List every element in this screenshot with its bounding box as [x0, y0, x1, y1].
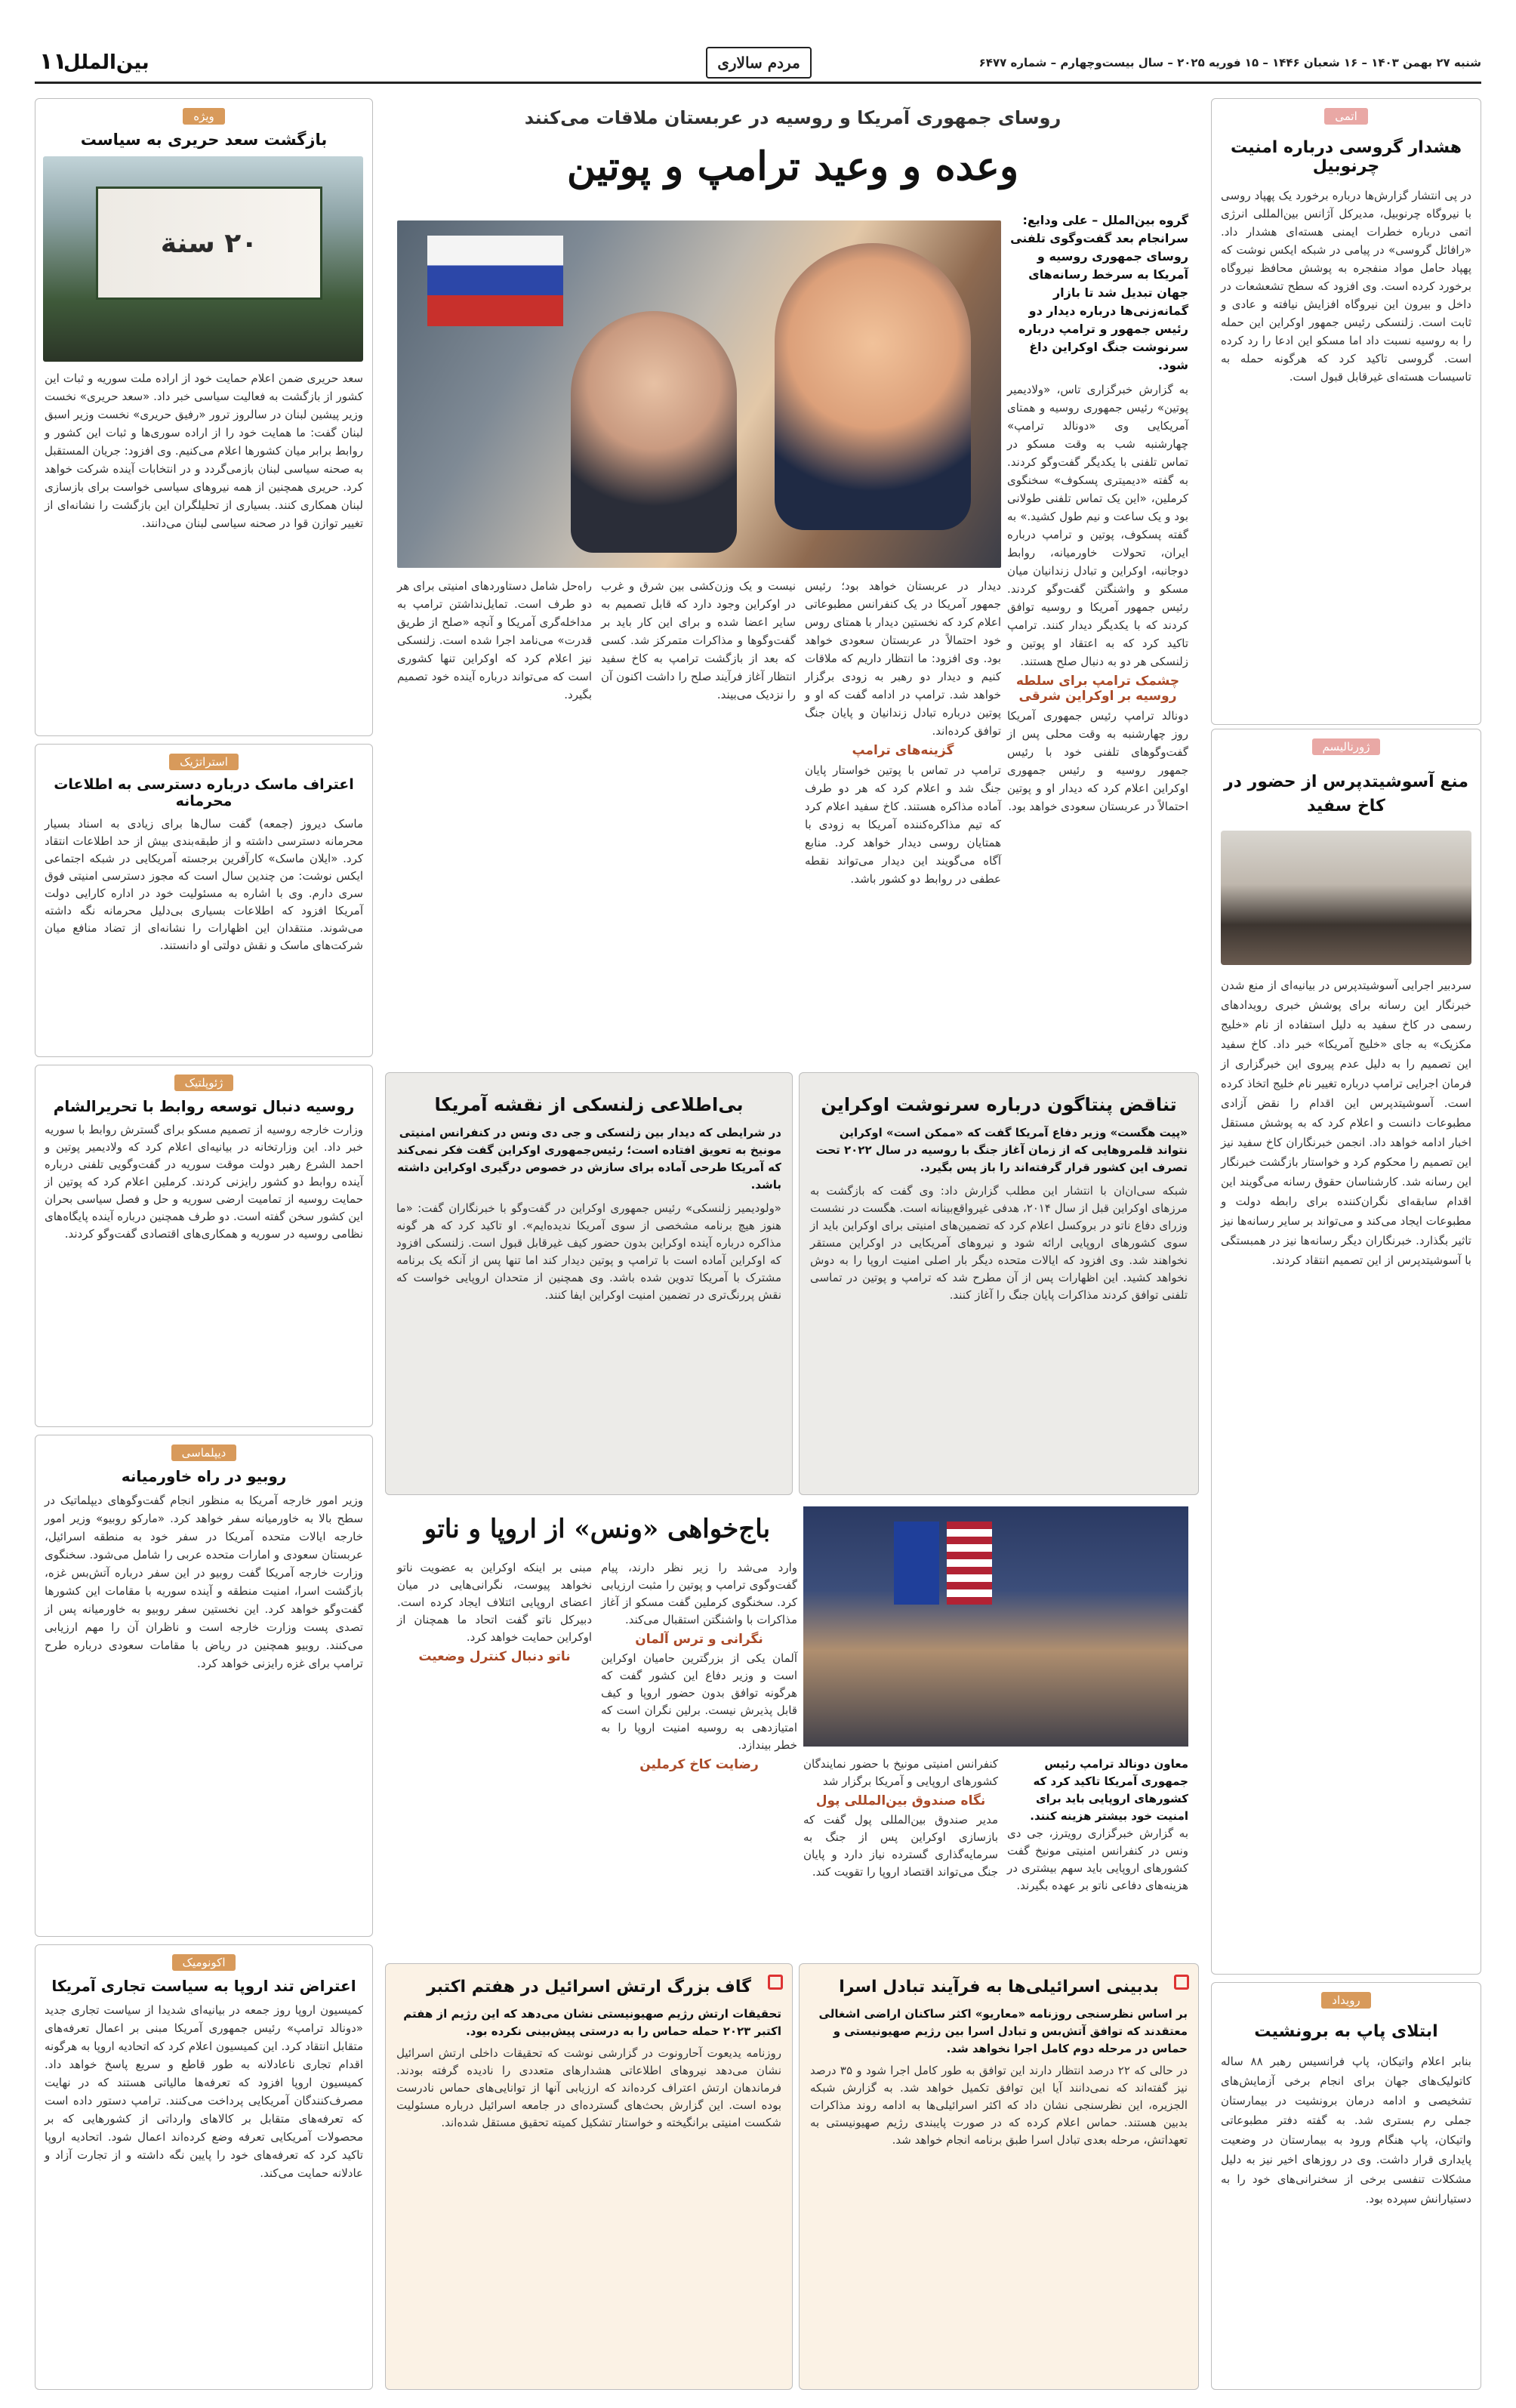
hariri-article — [35, 98, 373, 736]
hariri-banner — [96, 187, 322, 300]
hariri-banner-text: ٢٠ سنة — [160, 227, 258, 259]
main-col6: راه‌حل شامل دستاوردهای امنیتی برای هر دو طرف است. تمایل‌نداشتن ترامپ به مداخله‌گری آمریکا و آنچه «صلح از طریق قدرت» می‌نامد اجرا شده است. زلنسکی نیز اعلام کرد که اوکراین تنها کشوری است که می‌تواند درباره آینده خود تصمیم بگیرد. — [397, 579, 592, 701]
hariri-body: سعد حریری ضمن اعلام حمایت خود از اراده ملت سوریه و ثبات این کشور از بازگشت به فعالیت سیاسی خبر داد. «سعد حریری» نخست وزیر پیشین لبنان در سالروز ترور «رفیق حریری» نخست وزیر اسبق لبنان گفت: ما همایت خود را از اراده سوری‌ها و ثبات این کشور و روابط برابر میان کشورها اعلام می‌کنیم. وی افزود: جریان المستقبل به صحنه سیاسی لبنان بازمی‌گردد و در انتخابات آینده شرکت خواهد کرد. حریری همچنین از همه نیروهای سیاسی خواست برای بازسازی لبنان همکاری کنند. بسیاری از تحلیلگران این بازگشت را نشانه‌ای از تغییر توازن قوا در صحنه سیاسی لبنان می‌دانند. — [45, 372, 363, 530]
vance-article — [385, 1506, 1200, 1952]
main-sub1: گزینه‌های ترامپ — [852, 743, 954, 758]
prisoner-title: بدبینی اسرائیلی‌ها به فرآیند تبادل اسرا — [839, 1978, 1159, 1996]
vance-caption-title: معاون دونالد ترامپ رئیس جمهوری آمریکا تاکید کرد که کشورهای اروپایی باید برای امنیت خود بیشتر هزینه کنند. — [1030, 1757, 1188, 1823]
vance-sub4: ناتو دنبال کنترل وضعیت — [418, 1649, 571, 1664]
section-title: بین‌الملل — [63, 51, 149, 74]
pope-kicker: رویداد — [1321, 1992, 1370, 2009]
prisoner-article — [799, 1963, 1199, 2390]
press-article — [1211, 729, 1481, 1975]
main-story — [385, 98, 1200, 1216]
bookmark-icon — [768, 1975, 783, 1990]
rubio-article — [35, 1435, 373, 1937]
musk-kicker: استراتژیک — [169, 754, 239, 770]
syria-body: وزارت خارجه روسیه از تصمیم مسکو برای گسترش روابط با سوریه خبر داد. این وزارتخانه در بیانیه‌ای اعلام کرد که ولادیمیر پوتین و احمد الشرع رهبر دولت موقت سوریه در گفت‌وگویی تلفنی درباره آینده روابط دو کشور رایزنی کردند. کرملین اعلام کرد که پوتین از حمایت روسیه از تمامیت ارضی سوریه و حل و فصل سیاسی بحران این کشور سخن گفته است. دو طرف همچنین درباره آینده پایگاه‌های نظامی روسیه در سوریه و همکاری‌های اقتصادی گفت‌وگو کردند. — [45, 1123, 363, 1241]
bookmark-icon — [1174, 1975, 1189, 1990]
munich-photo — [803, 1506, 1188, 1747]
logo-text: مردم سالاری — [717, 54, 800, 72]
syria-kicker: ژئوپلتیک — [174, 1075, 234, 1091]
vance-body2: مدیر صندوق بین‌المللی پول گفت که بازسازی اوکراین پس از جنگ به سرمایه‌گذاری گسترده نیاز دارد و پایان جنگ می‌تواند اقتصاد اروپا را تقویت کند. — [803, 1813, 998, 1879]
masthead-rule — [35, 82, 1481, 84]
hariri-title: بازگشت سعد حریری به سیاست — [80, 131, 328, 149]
pentagon-title: تناقض پنتاگون درباره سرنوشت اوکراین — [821, 1094, 1177, 1115]
trade-body: کمیسیون اروپا روز جمعه در بیانیه‌ای شدیدا از سیاست تجاری جدید «دونالد ترامپ» رئیس جمهوری آمریکا مبنی بر اعمال تعرفه‌های متقابل انتقاد کرد. این کمیسیون اعلام کرد که اتحادیه اروپا به هرگونه اقدام تجاری ناعادلانه به طور قاطع و سریع پاسخ خواهد داد. کمیسیون اروپا افزود که تعرفه‌ها مالیاتی هستند که در نهایت مصرف‌کنندگان آمریکایی پرداخت می‌کنند. ترامپ دستور داده است که تعرفه‌های متقابل بر کالاهای وارداتی از کشورهایی که بر محصولات آمریکایی تعرفه وضع کرده‌اند اعمال شود. اتحادیه اروپا تاکید کرد که تعرفه‌های خود را پایین نگه داشته و از تجارت آزاد و عادلانه حمایت می‌کند. — [45, 2003, 363, 2180]
page-number: ۱۱ — [39, 48, 67, 75]
main-col4: دونالد ترامپ رئیس جمهوری آمریکا روز چهارشنبه به وقت محلی پس از گفت‌وگوهای تلفنی خود با رئیس جمهور روسیه و رئیس جمهوری اوکراین اعلام کرد که دیدار او و پوتین احتمالاً در عربستان سعودی خواهد بود. — [1007, 709, 1188, 813]
main-lead: گروه بین‌الملل – علی ودایع: سرانجام بعد گفت‌وگوی تلفنی روسای جمهوری روسیه و آمریکا به سرخط رسانه‌های جهان تبدیل شد تا بازار گمانه‌زنی‌ها درباره دیدار دو رئیس جمهور و ترامپ درباره سرنوشت جنگ اوکراین داغ شود. — [1010, 213, 1188, 372]
vance-body1: به گزارش خبرگزاری رویترز، جی دی ونس در کنفرانس امنیتی مونیخ گفت کشورهای اروپایی باید سهم بیشتری در هزینه‌های دفاعی ناتو بر عهده بگیرند. — [1007, 1827, 1188, 1892]
main-kicker: روسای جمهوری آمریکا و روسیه در عربستان ملاقات می‌کنند — [524, 107, 1062, 128]
zelensky-article — [385, 1072, 793, 1495]
prisoner-body: در حالی که ۲۲ درصد انتظار دارند این توافق به طور کامل اجرا شود و ۳۵ درصد نیز گفته‌اند که نمی‌دانند آیا این توافق تکمیل خواهد شد. به گزارش شبکه الجزیره، این نظرسنجی نشان داد که اکثر اسرائیلی‌ها به ادامه روند مذاکرات بدبین هستند. حماس اعلام کرده که در صورت پایبندی رژیم صهیونیستی به تعهداتش، مرحله بعدی تبادل اسرا طبق برنامه انجام خواهد شد. — [810, 2064, 1188, 2147]
main-title: وعده و وعید ترامپ و پوتین — [566, 143, 1019, 190]
prisoner-lead: بر اساس نظرسنجی روزنامه «معاریو» اکثر ساکنان اراضی اشغالی معتقدند که توافق آتش‌بس و تبادل اسرا بین رژیم صهیونیستی و حماس در مرحله دوم کامل اجرا نخواهد شد. — [818, 2007, 1188, 2055]
pope-body: بنابر اعلام واتیکان، پاپ فرانسیس رهبر ۸۸ ساله کاتولیک‌های جهان برای انجام برخی آزمایش‌های تشخیصی و ادامه درمان برونشیت در بیمارستان جملی رم بستری شد. به گفته دفتر مطبوعاتی واتیکان، پاپ هنگام ورود به بیمارستان در وضعیت پایداری قرار داشت. وی در روزهای اخیر نیز به دلیل مشکلات تنفسی برخی از سخنرانی‌های خود را به دستیارانش سپرده بود. — [1221, 2055, 1471, 2206]
rubio-kicker: دیپلماسی — [171, 1444, 237, 1461]
pentagon-lead: «پیت هگست» وزیر دفاع آمریکا گفت که «ممکن است» اوکراین نتواند قلمروهایی که از زمان آغاز جنگ با روسیه در سال ۲۰۲۲ تحت تصرف این کشور قرار گرفته‌اند را باز پس بگیرد. — [815, 1126, 1188, 1174]
rubio-body: وزیر امور خارجه آمریکا به منظور انجام گفت‌وگوهای دیپلماتیک در سطح بالا به خاورمیانه سفر خواهد کرد. «مارکو روبیو» وزیر امور خارجه ایالات متحده آمریکا در سفر خود به منطقه اسرائیل، عربستان سعودی و امارات متحده عربی را شامل می‌شود. سخنگوی وزارت خارجه آمریکا گفت روبیو در این سفر درباره آتش‌بس غزه، بازگشت اسرا، امنیت منطقه و آینده سوریه با مقامات این کشورها گفت‌وگو خواهد کرد. این نخستین سفر روبیو به خاورمیانه پس از تصدی پست وزارت خارجه است و ناظران آن را مهم ارزیابی می‌کنند. روبیو همچنین در ریاض با مقامات سعودی درباره طرح ترامپ برای غزه رایزنی خواهد کرد. — [45, 1494, 363, 1670]
main-col1: به گزارش خبرگزاری تاس، «ولادیمیر پوتین» رئیس جمهوری روسیه و همتای آمریکایی وی «دونالد ترامپ» چهارشنبه شب به وقت مسکو در تماس تلفنی با یکدیگر گفت‌وگو کردند. به گفته «دیمیتری پسکوف» سخنگوی کرملین، «این یک تماس تلفنی طولانی بود و یک ساعت و نیم طول کشید.» به گفته پسکوف، پوتین و ترامپ درباره ایران، تحولات خاورمیانه، روابط دوجانبه، اوکراین و تبادل زندانیان میان مسکو و واشنگتن گفت‌وگو کردند. رئیس جمهور آمریکا و روسیه توافق کردند که با یکدیگر دیدار کنند. ترامپ تاکید کرد که به اعتقاد او پوتین و زلنسکی هر دو به دنبال صلح هستند. — [1007, 383, 1188, 668]
masthead — [0, 0, 1516, 75]
trump-putin-photo — [397, 220, 1001, 568]
syria-title: روسیه دنبال توسعه روابط با تحریرالشام — [53, 1097, 355, 1115]
vance-sub1: نگاه صندوق بین‌المللی پول — [815, 1793, 986, 1808]
vance-sub2: رضایت کاخ کرملین — [639, 1757, 759, 1772]
hariri-photo — [43, 156, 363, 362]
nuclear-kicker: اتمی — [1324, 108, 1368, 125]
trade-article — [35, 1944, 373, 2390]
nuclear-body: در پی انتشار گزارش‌ها درباره برخورد یک پهپاد روسی با نیروگاه چرنوبیل، مدیرکل آژانس بین‌المللی انرژی اتمی درباره خطرات ایمنی هسته‌ای هشدار داد. «رافائل گروسی» در پیامی در شبکه ایکس نوشت که پهپاد حامل مواد منفجره به پوشش محافظ نیروگاه برخورد کرده است. وی افزود که سطح تشعشعات در داخل و بیرون این نیروگاه افزایش نیافته و عادی و ثابت است. زلنسکی رئیس جمهور اوکراین این حمله را به روسیه نسبت داد اما مسکو این ادعا را رد کرده است. گروسی تاکید کرد که هرگونه حمله به تاسیسات هسته‌ای غیرقابل قبول است. — [1221, 189, 1471, 384]
pentagon-article — [799, 1072, 1199, 1495]
nuclear-article — [1211, 98, 1481, 725]
hariri-kicker: ویژه — [183, 108, 225, 125]
army-article — [385, 1963, 793, 2390]
vance-body5: مبنی بر اینکه اوکراین به عضویت ناتو نخواهد پیوست، نگرانی‌هایی در میان اعضای اروپایی ائتلاف ایجاد کرده است. دبیرکل ناتو گفت اتحاد ما همچنان از اوکراین حمایت خواهد کرد. — [397, 1561, 592, 1644]
pope-article — [1211, 1982, 1481, 2390]
trade-kicker: اکونومیک — [172, 1954, 236, 1971]
putin-figure — [571, 311, 737, 553]
zelensky-body: «ولودیمیر زلنسکی» رئیس جمهوری اوکراین در گفت‌وگو با خبرنگاران گفت: «ما هنوز هیچ برنامه مشخصی از سوی آمریکا ندیده‌ایم». او تاکید کرد که هر گونه مذاکره درباره آینده اوکراین بدون حضور کیف غیرقابل قبول است. زلنسکی افزود که اوکراین آماده است با ترامپ و پوتین دیدار کند اما تنها پس از آنکه یک برنامه مشترک با آمریکا تدوین شده باشد. وی همچنین از متحدان اروپایی خواست که نقش پررنگ‌تری در تضمین امنیت اوکراین ایفا کنند. — [396, 1201, 781, 1302]
main-col2: دیدار در عربستان خواهد بود؛ رئیس جمهور آمریکا در یک کنفرانس مطبوعاتی اعلام کرد که نخستین دیدار با همتای روس خود احتمالاً در عربستان سعودی خواهد بود. وی افزود: ما انتظار داریم که ملاقات کنیم و دیدار دو رهبر به زودی برگزار خواهد شد. ترامپ در ادامه گفت که او و پوتین درباره تبادل زندانیان و پایان جنگ توافق کرده‌اند. — [805, 579, 1001, 738]
trade-title: اعتراض تند اروپا به سیاست تجاری آمریکا — [51, 1977, 356, 1995]
syria-article — [35, 1065, 373, 1427]
press-title: منع آسوشیتدپرس از حضور در کاخ سفید — [1224, 772, 1468, 816]
zelensky-lead: در شرایطی که دیدار بین زلنسکی و جی دی ونس در کنفرانس امنیتی مونیخ به تعویق افتاده است؛ رئیس‌جمهوری اوکراین گفت فکر نمی‌کند که آمریکا طرحی آماده برای سازش در خصوص درگیری اوکراین داشته باشد. — [396, 1126, 781, 1192]
vance-body4: آلمان یکی از بزرگترین حامیان اوکراین است و وزیر دفاع این کشور گفت که هرگونه توافق بدون حضور اروپا و کیف قابل پذیرش نیست. برلین نگران است که امتیازدهی به روسیه امنیت اروپا را به خطر بیندازد. — [601, 1651, 797, 1752]
rubio-title: روبیو در راه خاورمیانه — [121, 1467, 287, 1485]
pope-title: ابتلای پاپ به برونشیت — [1254, 2022, 1438, 2041]
vance-title: باج‌خواهی «ونس» از اروپا و ناتو — [424, 1514, 771, 1544]
flag-eu — [894, 1522, 939, 1605]
vance-sub3: نگرانی و ترس آلمان — [635, 1632, 763, 1647]
press-body: سردبیر اجرایی آسوشیتدپرس در بیانیه‌ای از منع شدن خبرنگار این رسانه برای پوشش خبری رویدادهای رسمی در کاخ سفید به دلیل استفاده از نام «خلیج مکزیک» به جای «خلیج آمریکا» خبر داد. کاخ سفید این تصمیم را به دلیل عدم پیروی این خبرگزاری از فرمان اجرایی ترامپ درباره تغییر نام خلیج اتخاذ کرده است. آسوشیتدپرس این اقدام را نقض آزادی مطبوعات دانست و اعلام کرد که به پوشش مستقل اخبار ادامه خواهد داد. انجمن خبرنگاران کاخ سفید نیز این تصمیم را محکوم کرد و خواستار بازگشت خبرنگار این رسانه شد. کارشناسان حقوق رسانه می‌گویند این اقدام سابقه‌ای نگران‌کننده برای رابطه دولت و مطبوعات ایجاد می‌کند و می‌تواند بر سایر رسانه‌ها نیز تاثیر بگذارد. خبرنگاران دیگر رسانه‌ها نیز در همبستگی با آسوشیتدپرس از این تصمیم انتقاد کردند. — [1221, 979, 1471, 1267]
main-col3: ترامپ در تماس با پوتین خواستار پایان جنگ شد و اعلام کرد که هر دو طرف آماده مذاکره هستند. کاخ سفید اعلام کرد که تیم مذاکره‌کننده آمریکا به زودی با همتایان روسی دیدار خواهد کرد. منابع آگاه می‌گویند این دیدار می‌تواند نقطه عطفی در روابط دو کشور باشد. — [805, 763, 1001, 886]
vance-body3: وارد می‌شد را زیر نظر دارند، پیام گفت‌وگوی ترامپ و پوتین را مثبت ارزیابی کرد. سخنگوی کرملین گفت مسکو از آغاز مذاکرات با واشنگتن استقبال می‌کند. — [601, 1561, 797, 1626]
army-lead: تحقیقات ارتش رژیم صهیونیستی نشان می‌دهد که این رژیم از هفتم اکتبر ۲۰۲۳ حمله حماس را به درستی پیش‌بینی نکرده بود. — [403, 2007, 781, 2038]
press-kicker: ژورنالیسم — [1312, 738, 1381, 755]
trump-figure — [775, 243, 971, 530]
flag-usa — [947, 1522, 992, 1605]
flag-russia — [427, 236, 563, 326]
main-sub2: چشمک ترامپ برای سلطه روسیه بر اوکراین شرقی — [1015, 674, 1180, 704]
musk-title: اعتراف ماسک درباره دسترسی به اطلاعات محرمانه — [54, 776, 354, 809]
nuclear-title: هشدار گروسی درباره امنیت چرنوبیل — [1230, 138, 1462, 176]
masthead-logo — [706, 47, 812, 79]
musk-article — [35, 744, 373, 1057]
press-photo — [1221, 831, 1471, 965]
musk-body: ماسک دیروز (جمعه) گفت سال‌ها برای زیادی به اسناد بسیار محرمانه دسترسی داشته و از طبقه‌بندی بیش از حد اطلاعات انتقاد کرد. «ایلان ماسک» کارآفرین برجسته آمریکایی در شبکه اجتماعی ایکس نوشت: من چندین سال است که مجوز دسترسی امنیتی فوق سری دارم. وی با اشاره به مسئولیت خود در اداره کارایی دولت آمریکا افزود که اطلاعات بسیاری بی‌دلیل محرمانه نگه داشته می‌شوند. منتقدان این اظهارات را نشانه‌ای از تضاد منافع میان شرکت‌های ماسک و نقش دولتی او دانستند. — [45, 817, 363, 952]
army-title: گاف بزرگ ارتش اسرائیل در هفتم اکتبر — [427, 1978, 751, 1996]
zelensky-title: بی‌اطلاعی زلنسکی از نقشه آمریکا — [434, 1094, 744, 1115]
date-line: شنبه ۲۷ بهمن ۱۴۰۳ – ۱۶ شعبان ۱۴۴۶ – ۱۵ فوریه ۲۰۲۵ – سال بیست‌وچهارم – شماره ۶۴۷۷ — [978, 56, 1481, 69]
vance-caption: کنفرانس امنیتی مونیخ با حضور نمایندگان کشورهای اروپایی و آمریکا برگزار شد — [803, 1757, 998, 1788]
pentagon-body: شبکه سی‌ان‌ان با انتشار این مطلب گزارش داد: وی گفت که بازگشت به مرزهای اوکراین قبل از سال ۲۰۱۴، هدفی غیرواقع‌بینانه است. هگست در نشست وزرای دفاع ناتو در بروکسل اعلام کرد که تضمین‌های امنیتی برای اوکراین باید از سوی کشورهای اروپایی ارائه شود و نیروهای آمریکایی در اوکراین مستقر نخواهند شد. وی افزود که ایالات متحده دیگر بار اصلی امنیت اروپا را به دوش نخواهد کشید. این اظهارات پس از آن مطرح شد که ترامپ و پوتین در تماسی تلفنی توافق کردند مذاکرات پایان جنگ را آغاز کنند. — [810, 1184, 1188, 1302]
army-body: روزنامه یدیعوت آحارونوت در گزارشی نوشت که تحقیقات داخلی ارتش اسرائیل نشان می‌دهد نیروهای اطلاعاتی هشدارهای متعددی را نادیده گرفته بودند. فرماندهان ارتش اعتراف کرده‌اند که ارزیابی آنها از توانایی‌های حماس نادرست بوده است. این گزارش بحث‌های گسترده‌ای در جامعه اسرائیل درباره مسئولیت شکست امنیتی برانگیخته و خواستار تشکیل کمیته تحقیق مستقل شده‌اند. — [396, 2046, 781, 2129]
main-col5: نیست و یک وزن‌کشی بین شرق و غرب در اوکراین وجود دارد که قابل تصمیم به سایر اعضا شده و برای این کار باید بر گفت‌وگوها و مذاکرات متمرکز شد. کسی که بعد از بازگشت ترامپ به کاخ سفید انتظار آغاز فرآیند صلح را داشت اکنون آن را نزدیک می‌بیند. — [601, 579, 796, 701]
